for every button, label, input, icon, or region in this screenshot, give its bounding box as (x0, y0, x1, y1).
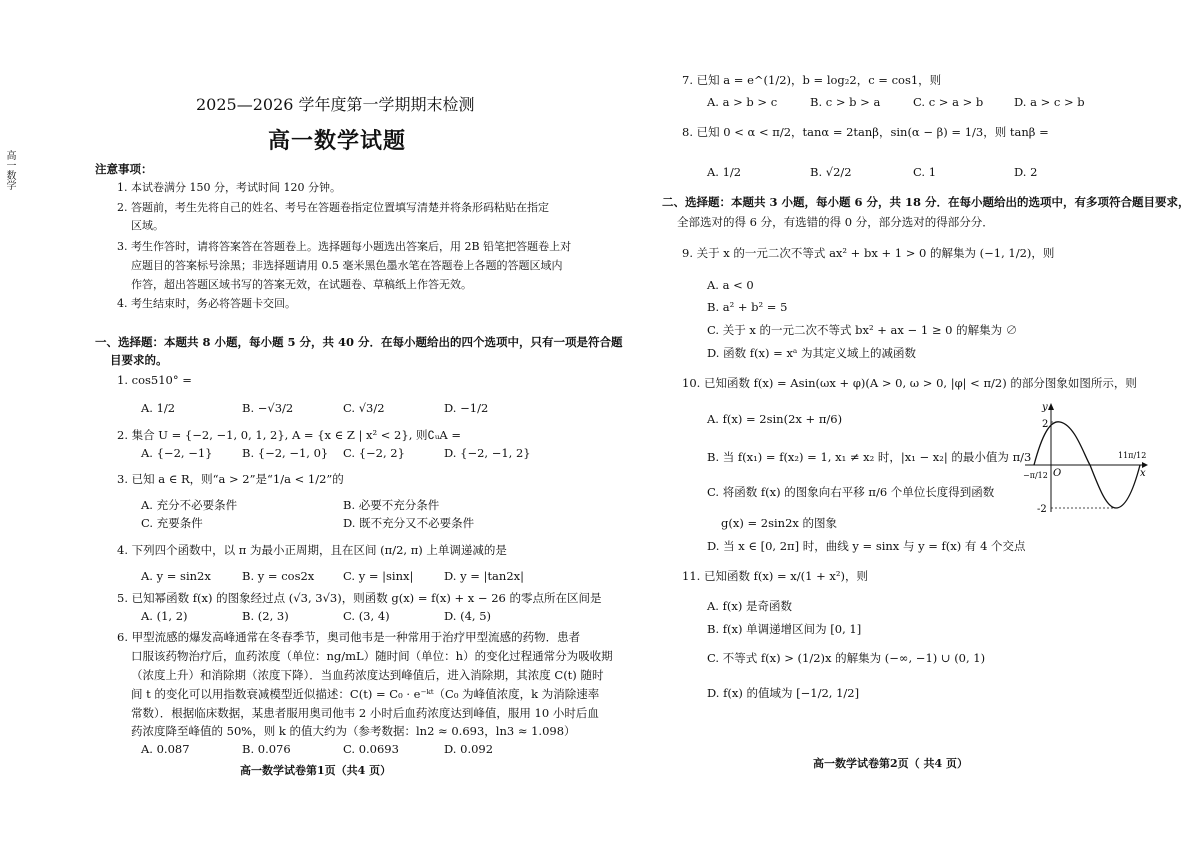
q4-stem: 4. 下列四个函数中，以 π 为最小正周期，且在区间 (π/2, π) 上单调递减的是 (117, 543, 507, 557)
q2-option-a: A. {−2, −1} (141, 446, 213, 460)
q5-option-b: B. (2, 3) (242, 609, 289, 623)
q5-option-c: C. (3, 4) (343, 609, 390, 623)
q10-option-c-1: C. 将函数 f(x) 的图象向右平移 π/6 个单位长度得到函数 (707, 485, 995, 499)
q5-option-d: D. (4, 5) (444, 609, 492, 623)
q5-option-a: A. (1, 2) (141, 609, 188, 623)
side-label: 高一数学 (4, 150, 15, 190)
graph-x-label: x (1140, 468, 1146, 479)
graph-x-left: −π/12 (1023, 471, 1048, 480)
q4-option-b: B. y = cos2x (242, 569, 315, 583)
footer-left: 高一数学试卷第1页（共4 页） (240, 764, 392, 777)
q1-option-c: C. √3/2 (343, 401, 385, 415)
note-3c: 作答，超出答题区域书写的答案无效，在试题卷、草稿纸上作答无效。 (131, 278, 472, 291)
graph-y-label: y (1042, 402, 1048, 413)
note-3b: 应题目的答案标号涂黑；非选择题请用 0.5 毫米黑色墨水笔在答题卷上各题的答题区域内 (131, 259, 563, 272)
q11-option-c: C. 不等式 f(x) > (1/2)x 的解集为 (−∞, −1) ∪ (0, 1) (707, 651, 986, 665)
graph-y-top: 2 (1042, 419, 1049, 430)
q6-option-b: B. 0.076 (242, 742, 291, 756)
section1-heading: 一、选择题：本题共 8 小题，每小题 5 分，共 40 分．在每小题给出的四个选项中，只有一项是符合题 (95, 335, 623, 349)
q6-line-5: 常数）．根据临床数据，某患者服用奥司他韦 2 小时后血药浓度达到峰值，服用 10 小时后血 (131, 706, 599, 720)
q3-option-b: B. 必要不充分条件 (343, 498, 440, 512)
q7-option-d: D. a > c > b (1014, 95, 1085, 109)
y-axis-arrow-icon (1048, 403, 1054, 410)
q6-line-4: 间 t 的变化可以用指数衰减模型近似描述：C(t) = C₀ · e⁻ᵏᵗ（C₀ 为峰值浓度，k 为消除速率 (131, 687, 600, 701)
q8-option-d: D. 2 (1014, 165, 1038, 179)
q6-line-6: 药浓度降至峰值的 50%，则 k 的值大约为（参考数据：ln2 ≈ 0.693，ln3 ≈ 1.098） (131, 724, 576, 738)
q6-option-a: A. 0.087 (141, 742, 190, 756)
q3-option-a: A. 充分不必要条件 (141, 498, 238, 512)
q6-option-c: C. 0.0693 (343, 742, 399, 756)
q11-option-d: D. f(x) 的值域为 [−1/2, 1/2] (707, 686, 860, 700)
q6-line-1: 6. 甲型流感的爆发高峰通常在冬春季节，奥司他韦是一种常用于治疗甲型流感的药物．患者 (117, 630, 581, 644)
q3-option-d: D. 既不充分又不必要条件 (343, 516, 475, 530)
q2-option-b: B. {−2, −1, 0} (242, 446, 329, 460)
graph-y-bottom: -2 (1037, 504, 1047, 515)
note-2b: 区域。 (131, 219, 164, 232)
q10-option-a: A. f(x) = 2sin(2x + π/6) (707, 412, 843, 426)
q10-sine-graph (1020, 400, 1150, 520)
q3-option-c: C. 充要条件 (141, 516, 203, 530)
q6-line-2: 口服该药物治疗后，血药浓度（单位：ng/mL）随时间（单位：h）的变化过程通常分为吸收期 (131, 649, 613, 663)
q9-option-c: C. 关于 x 的一元二次不等式 bx² + ax − 1 ≥ 0 的解集为 ∅ (707, 323, 1018, 337)
q11-option-b: B. f(x) 单调递增区间为 [0, 1] (707, 622, 862, 636)
graph-x-right: 11π/12 (1118, 451, 1147, 460)
notes-heading: 注意事项： (95, 162, 153, 176)
q6-line-3: （浓度上升）和消除期（浓度下降）．当血药浓度达到峰值后，进入消除期，其浓度 C(t) 随时 (131, 668, 604, 682)
exam-title: 高一数学试题 (268, 129, 407, 154)
q10-option-c-2: g(x) = 2sin2x 的图象 (721, 516, 838, 530)
q1-option-b: B. −√3/2 (242, 401, 294, 415)
q2-option-d: D. {−2, −1, 2} (444, 446, 531, 460)
q9-option-b: B. a² + b² = 5 (707, 300, 788, 314)
section2-heading-2: 全部选对的得 6 分，有选错的得 0 分，部分选对的得部分分． (677, 215, 994, 229)
q2-stem: 2. 集合 U = {−2, −1, 0, 1, 2}, A = {x ∈ Z | x² < 2}, 则∁ᵤA = (117, 428, 462, 442)
section2-heading: 二、选择题：本题共 3 小题，每小题 6 分，共 18 分．在每小题给出的选项中，有多项符合题目要求， (662, 195, 1190, 209)
q5-stem: 5. 已知幂函数 f(x) 的图象经过点 (√3, 3√3)，则函数 g(x) = f(x) + x − 26 的零点所在区间是 (117, 591, 602, 605)
q7-option-c: C. c > a > b (913, 95, 984, 109)
q2-option-c: C. {−2, 2} (343, 446, 405, 460)
page-right (600, 0, 1200, 849)
q8-option-b: B. √2/2 (810, 165, 852, 179)
q4-option-a: A. y = sin2x (141, 569, 211, 583)
q1-option-a: A. 1/2 (141, 401, 176, 415)
q10-option-b: B. 当 f(x₁) = f(x₂) = 1, x₁ ≠ x₂ 时，|x₁ − x₂| 的最小值为 π/3 (707, 450, 1032, 464)
note-2a: 2. 答题前，考生先将自己的姓名、考号在答题卷指定位置填写清楚并将条形码粘贴在指定 (117, 201, 549, 214)
q9-option-a: A. a < 0 (707, 278, 754, 292)
note-1: 1. 本试卷满分 150 分，考试时间 120 分钟。 (117, 181, 341, 194)
q4-option-c: C. y = |sinx| (343, 569, 414, 583)
note-4: 4. 考生结束时，务必将答题卡交回。 (117, 297, 296, 310)
q11-option-a: A. f(x) 是奇函数 (707, 599, 792, 613)
q7-stem: 7. 已知 a = e^(1/2)，b = log₂2，c = cos1，则 (682, 73, 942, 87)
section1-heading-2: 目要求的。 (110, 353, 168, 367)
q8-option-a: A. 1/2 (707, 165, 742, 179)
graph-origin: O (1053, 468, 1062, 479)
exam-year-title: 2025—2026 学年度第一学期期末检测 (196, 95, 475, 114)
footer-right: 高一数学试卷第2页（ 共4 页） (813, 757, 968, 770)
q3-stem: 3. 已知 a ∈ R，则“a > 2”是“1/a < 1/2”的 (117, 472, 344, 486)
q7-option-b: B. c > b > a (810, 95, 881, 109)
q10-stem: 10. 已知函数 f(x) = Asin(ωx + φ)(A > 0, ω > 0, |φ| < π/2) 的部分图象如图所示，则 (682, 376, 1137, 390)
q7-option-a: A. a > b > c (707, 95, 778, 109)
note-3a: 3. 考生作答时，请将答案答在答题卷上。选择题每小题选出答案后，用 2B 铅笔把答题卷上对 (117, 240, 572, 253)
q11-stem: 11. 已知函数 f(x) = x/(1 + x²)，则 (682, 569, 868, 583)
q4-option-d: D. y = |tan2x| (444, 569, 525, 583)
q9-stem: 9. 关于 x 的一元二次不等式 ax² + bx + 1 > 0 的解集为 (−1, 1/2)，则 (682, 246, 1055, 260)
q9-option-d: D. 函数 f(x) = xᵃ 为其定义域上的减函数 (707, 346, 917, 360)
q8-stem: 8. 已知 0 < α < π/2，tanα = 2tanβ，sin(α − β) = 1/3，则 tanβ = (682, 125, 1049, 139)
q6-option-d: D. 0.092 (444, 742, 494, 756)
q1-stem: 1. cos510° = (117, 373, 192, 387)
q10-option-d: D. 当 x ∈ [0, 2π] 时，曲线 y = sinx 与 y = f(x) 有 4 个交点 (707, 539, 1026, 553)
q1-option-d: D. −1/2 (444, 401, 489, 415)
q8-option-c: C. 1 (913, 165, 937, 179)
